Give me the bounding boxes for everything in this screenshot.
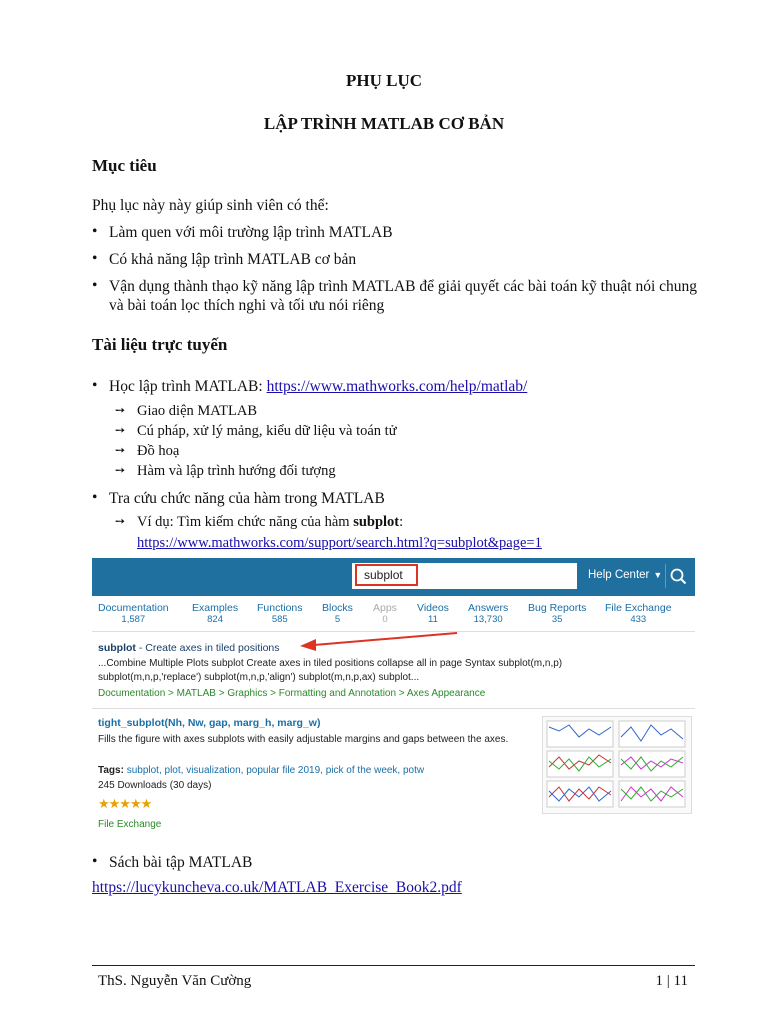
search-screenshot bbox=[92, 558, 695, 840]
tab-apps: Apps 0 bbox=[373, 602, 397, 625]
result2-source[interactable]: File Exchange bbox=[98, 819, 162, 830]
arrow-icon: ➙ bbox=[115, 423, 126, 437]
rating-stars: ★★★★★ bbox=[98, 796, 152, 811]
goal-text: Vận dụng thành thạo kỹ năng lập trình MATLAB để giải quyết các bài toán kỹ thuật nói chung và bài toán lọc thích nghi và tối ưu nói riêng bbox=[109, 278, 698, 314]
tab-blocks[interactable]: Blocks 5 bbox=[322, 602, 353, 625]
book-link[interactable]: https://lucykuncheva.co.uk/MATLAB_Exercise_Book2.pdf bbox=[92, 879, 462, 896]
footer-page-number: 1 | 11 bbox=[655, 973, 688, 989]
result1-snippet: ...Combine Multiple Plots subplot Create axes in tiled positions collapse all in page Syntax subplot(m,n,p) subplot(m,n,p,'replace') subplot(m,n,p,'align') subplot(m,n,p,ax) subplot... bbox=[98, 658, 563, 683]
arrow-icon: ➙ bbox=[115, 403, 126, 417]
bullet-dot: • bbox=[92, 853, 98, 870]
example-func: subplot bbox=[353, 514, 400, 530]
learn-label: Học lập trình MATLAB: bbox=[109, 378, 267, 395]
tab-examples[interactable]: Examples 824 bbox=[192, 602, 239, 625]
search-button[interactable] bbox=[665, 564, 690, 588]
goal-intro: Phụ lục này này giúp sinh viên có thể: bbox=[92, 197, 329, 214]
arrow-icon: ➙ bbox=[115, 514, 126, 528]
search-input[interactable] bbox=[352, 563, 577, 589]
result2-downloads: 245 Downloads (30 days) bbox=[98, 780, 212, 791]
result2-desc: Fills the figure with axes subplots with easily adjustable margins and gaps between the axes. bbox=[98, 734, 509, 745]
example-link[interactable]: https://www.mathworks.com/support/search.html?q=subplot&page=1 bbox=[137, 535, 542, 551]
help-center-button[interactable] bbox=[588, 569, 662, 581]
tab-documentation[interactable]: Documentation 1,587 bbox=[98, 602, 169, 625]
sub-text: Đồ hoạ bbox=[137, 443, 180, 459]
footer-divider bbox=[92, 965, 695, 966]
goal-text: Làm quen với môi trường lập trình MATLAB bbox=[109, 224, 393, 241]
chevron-down-icon: ▼ bbox=[653, 570, 663, 580]
example-suffix: : bbox=[399, 514, 404, 530]
learn-link[interactable]: https://www.mathworks.com/help/matlab/ bbox=[266, 378, 528, 395]
book-link-wrap bbox=[92, 879, 462, 897]
result2-thumbnail bbox=[542, 716, 692, 814]
sub-text: Giao diện MATLAB bbox=[137, 403, 258, 419]
result1-breadcrumb[interactable]: Documentation > MATLAB > Graphics > Formatting and Annotation > Axes Appearance bbox=[98, 688, 486, 699]
result2-tags: Tags: subplot, plot, visualization, popular file 2019, pick of the week, potw bbox=[98, 765, 425, 776]
red-arrow-icon bbox=[292, 630, 462, 652]
section-online-heading: Tài liệu trực tuyến bbox=[92, 335, 228, 354]
bullet-dot: • bbox=[92, 489, 98, 506]
example-link-wrap bbox=[137, 535, 542, 552]
tab-bug-reports[interactable]: Bug Reports 35 bbox=[528, 602, 587, 625]
tab-functions[interactable]: Functions 585 bbox=[257, 602, 303, 625]
bullet-dot: • bbox=[92, 377, 98, 394]
bullet-dot: • bbox=[92, 277, 98, 294]
sub-text: Cú pháp, xử lý mảng, kiểu dữ liệu và toán tử bbox=[137, 423, 397, 439]
footer-author: ThS. Nguyễn Văn Cường bbox=[98, 973, 252, 989]
search-query: subplot bbox=[364, 568, 403, 582]
search-topbar bbox=[92, 558, 695, 596]
search-icon bbox=[666, 564, 690, 588]
tab-file-exchange[interactable]: File Exchange 433 bbox=[605, 602, 672, 625]
tab-answers[interactable]: Answers 13,730 bbox=[468, 602, 509, 625]
main-title: LẬP TRÌNH MATLAB CƠ BẢN bbox=[263, 114, 505, 133]
arrow-icon: ➙ bbox=[115, 443, 126, 457]
result1-title[interactable]: subplot - Create axes in tiled positions bbox=[98, 642, 280, 654]
arrow-icon: ➙ bbox=[115, 463, 126, 477]
category-tabs bbox=[92, 602, 695, 626]
bullet-dot: • bbox=[92, 223, 98, 240]
bullet-dot: • bbox=[92, 250, 98, 267]
book-label: Sách bài tập MATLAB bbox=[109, 854, 253, 871]
result2-title[interactable]: tight_subplot(Nh, Nw, gap, marg_h, marg_w) bbox=[98, 717, 321, 729]
tab-videos[interactable]: Videos 11 bbox=[417, 602, 449, 625]
subplot-thumbnail-image bbox=[543, 717, 691, 813]
sub-text: Hàm và lập trình hướng đối tượng bbox=[137, 463, 336, 479]
example-prefix: Ví dụ: Tìm kiếm chức năng của hàm bbox=[137, 514, 354, 530]
lookup-label: Tra cứu chức năng của hàm trong MATLAB bbox=[109, 490, 385, 507]
divider bbox=[92, 708, 695, 709]
appendix-title: PHỤ LỤC bbox=[345, 71, 423, 90]
goal-text: Có khả năng lập trình MATLAB cơ bản bbox=[109, 251, 357, 268]
help-center-label: Help Center bbox=[588, 569, 650, 581]
section-goal-heading: Mục tiêu bbox=[92, 156, 157, 175]
